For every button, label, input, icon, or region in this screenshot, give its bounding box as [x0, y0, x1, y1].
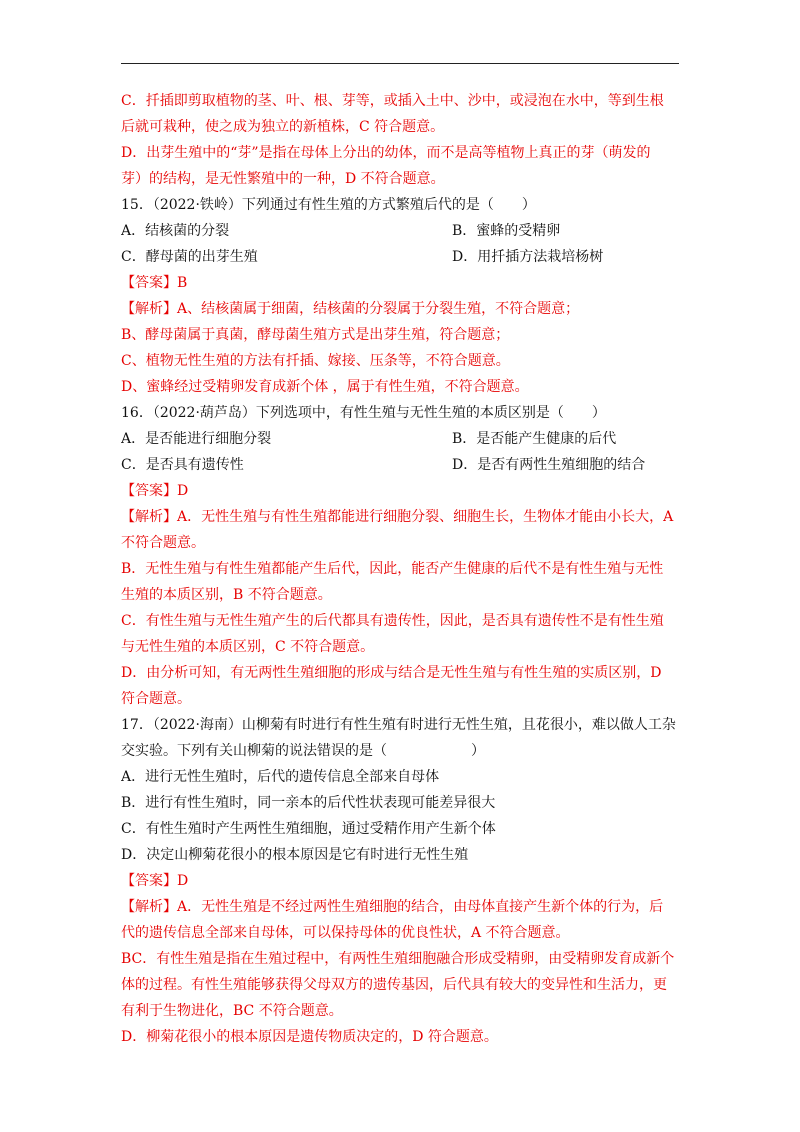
- answer-text-line: 【解析】A．无性生殖是不经过两性生殖细胞的结合，由母体直接产生新个体的行为，后: [121, 899, 664, 915]
- answer-text-line: 【解析】A、结核菌属于细菌，结核菌的分裂属于分裂生殖，不符合题意；: [121, 301, 580, 317]
- option-left: C．是否具有遗传性: [121, 457, 244, 473]
- answer-text-line: 体的过程。有性生殖能够获得父母双方的遗传基因，后代具有较大的变异性和生活力，更: [121, 977, 667, 993]
- option-right: B．蜜蜂的受精卵: [452, 223, 561, 239]
- answer-text-line: 【答案】D: [121, 873, 189, 889]
- option-right: D．用扦插方法栽培杨树: [452, 249, 604, 265]
- answer-text-line: 代的遗传信息全部来自母体，可以保持母体的优良性状，A 不符合题意。: [121, 925, 570, 941]
- answer-text-line: 与无性生殖的本质区别，C 不符合题意。: [121, 639, 375, 655]
- answer-text-line: B．无性生殖与有性生殖都能产生后代，因此，能否产生健康的后代不是有性生殖与无性: [121, 561, 664, 577]
- answer-text-line: BC．有性生殖是指在生殖过程中，有两性生殖细胞融合形成受精卵，由受精卵发育成新个: [121, 951, 675, 967]
- answer-text-line: C．有性生殖与无性生殖产生的后代都具有遗传性，因此，是否具有遗传性不是有性生殖: [121, 613, 664, 629]
- answer-text-line: 【答案】D: [121, 483, 189, 499]
- question-text-line: A．进行无性生殖时，后代的遗传信息全部来自母体: [121, 769, 440, 785]
- answer-text-line: 不符合题意。: [121, 535, 205, 551]
- answer-text-line: 【解析】A．无性生殖与有性生殖都能进行细胞分裂、细胞生长，生物体才能由小长大，A: [121, 509, 674, 525]
- answer-text-line: D．柳菊花很小的根本原因是遗传物质决定的，D 符合题意。: [121, 1029, 498, 1045]
- answer-text-line: 符合题意。: [121, 691, 191, 707]
- question-text-line: 15．（2022·铁岭）下列通过有性生殖的方式繁殖后代的是（ ）: [121, 197, 536, 213]
- question-text-line: C．有性生殖时产生两性生殖细胞，通过受精作用产生新个体: [121, 821, 496, 837]
- option-row: [121, 452, 681, 478]
- answer-text-line: 【答案】B: [121, 275, 188, 291]
- answer-text-line: B、酵母菌属于真菌，酵母菌生殖方式是出芽生殖，符合题意；: [121, 327, 510, 343]
- document-body: [121, 88, 681, 1050]
- option-right: B．是否能产生健康的后代: [452, 431, 617, 447]
- answer-text-line: C、植物无性生殖的方法有扦插、嫁接、压条等，不符合题意。: [121, 353, 510, 369]
- option-row: [121, 244, 681, 270]
- answer-text-line: C．扦插即剪取植物的茎、叶、根、芽等，或插入土中、沙中，或浸泡在水中，等到生根: [121, 93, 664, 109]
- answer-text-line: 有利于生物进化，BC 不符合题意。: [121, 1003, 343, 1019]
- option-row: [121, 218, 681, 244]
- answer-text-line: D．由分析可知，有无两性生殖细胞的形成与结合是无性生殖与有性生殖的实质区别，D: [121, 665, 662, 681]
- option-left: A．结核菌的分裂: [121, 223, 230, 239]
- question-text-line: 17．（2022·海南）山柳菊有时进行有性生殖有时进行无性生殖，且花很小，难以做人工杂: [121, 717, 676, 733]
- header-rule: [121, 63, 679, 64]
- answer-text-line: 芽）的结构，是无性繁殖中的一种，D 不符合题意。: [121, 171, 445, 187]
- answer-text-line: 后就可栽种，使之成为独立的新植株，C 符合题意。: [121, 119, 445, 135]
- answer-text-line: D．出芽生殖中的“芽”是指在母体上分出的幼体，而不是高等植物上真正的芽（萌发的: [121, 145, 651, 161]
- question-text-line: 交实验。下列有关山柳菊的说法错误的是（ ）: [121, 743, 485, 759]
- answer-text-line: D、蜜蜂经过受精卵发育成新个体 ，属于有性生殖，不符合题意。: [121, 379, 529, 395]
- option-left: C．酵母菌的出芽生殖: [121, 249, 258, 265]
- question-text-line: 16．（2022·葫芦岛）下列选项中，有性生殖与无性生殖的本质区别是（ ）: [121, 405, 606, 421]
- question-text-line: B．进行有性生殖时，同一亲本的后代性状表现可能差异很大: [121, 795, 496, 811]
- option-row: [121, 426, 681, 452]
- option-left: A．是否能进行细胞分裂: [121, 431, 272, 447]
- answer-text-line: 生殖的本质区别，B 不符合题意。: [121, 587, 332, 603]
- option-right: D．是否有两性生殖细胞的结合: [452, 457, 646, 473]
- question-text-line: D．决定山柳菊花很小的根本原因是它有时进行无性生殖: [121, 847, 469, 863]
